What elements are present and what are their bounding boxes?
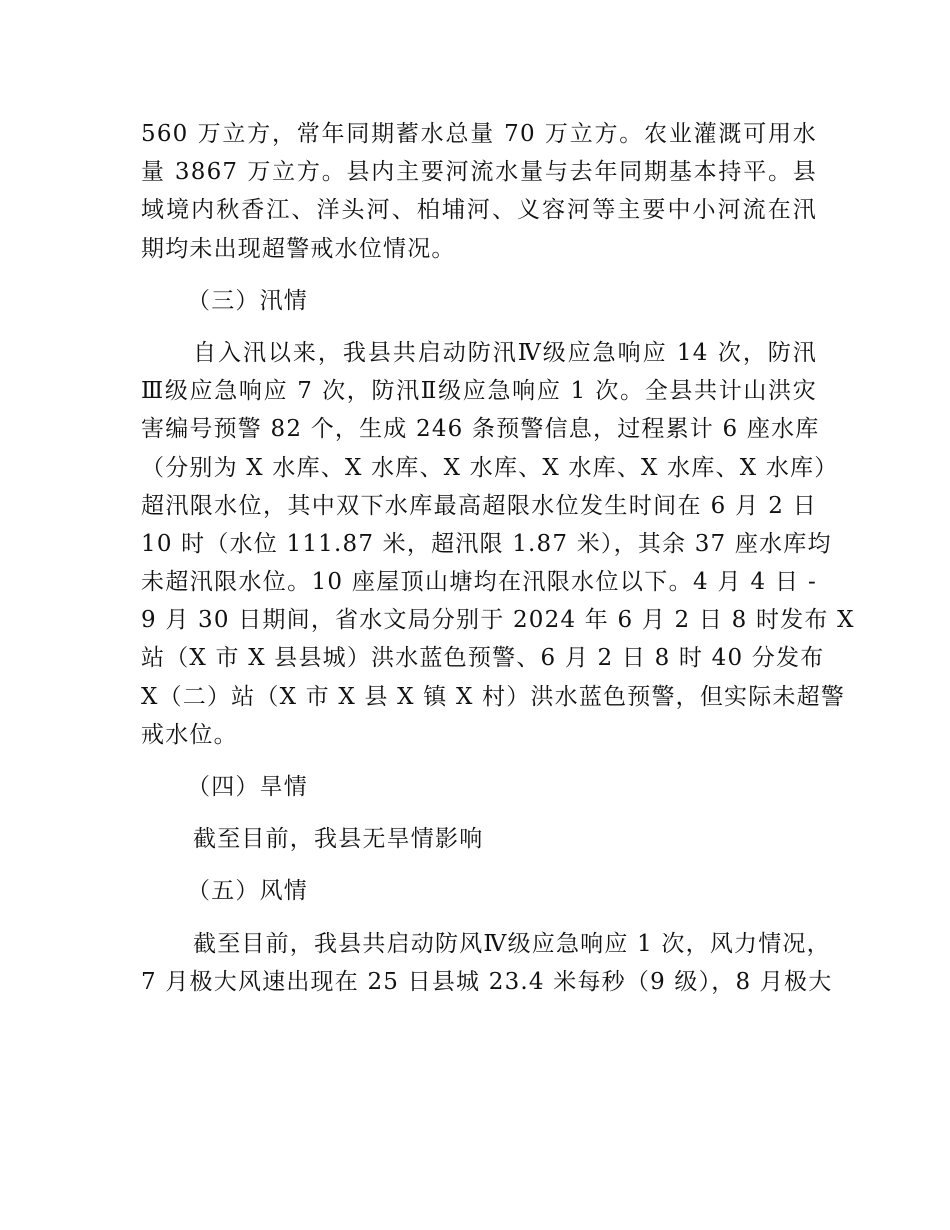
- paragraph-wind-situation: [141, 925, 833, 1001]
- text-line: 未超汛限水位。10 座屋顶山塘均在汛限水位以下。4 月 4 日 -: [141, 569, 817, 596]
- paragraph-water-storage: [141, 115, 817, 268]
- text-line: 量 3867 万立方。县内主要河流水量与去年同期基本持平。县: [141, 159, 817, 186]
- text-line: 期均未出现超警戒水位情况。: [141, 235, 456, 262]
- text-line: 域境内秋香江、洋头河、柏埔河、义容河等主要中小河流在汛: [141, 197, 817, 224]
- text-line: 戒水位。: [141, 721, 238, 748]
- document-body: [141, 115, 855, 1015]
- text-line: 超汛限水位，其中双下水库最高超限水位发生时间在 6 月 2 日: [141, 492, 817, 519]
- text-line: X（二）站（X 市 X 县 X 镇 X 村）洪水蓝色预警，但实际未超警: [141, 683, 846, 710]
- section-heading-flood: （三）汛情: [187, 287, 308, 314]
- text-line: （分别为 X 水库、X 水库、X 水库、X 水库、X 水库、X 水库）: [141, 454, 839, 481]
- text-line: 害编号预警 82 个，生成 246 条预警信息，过程累计 6 座水库: [141, 416, 820, 443]
- text-line: 截至目前，我县无旱情影响: [193, 826, 484, 853]
- paragraph-drought-situation: [141, 820, 817, 858]
- text-line: 560 万立方，常年同期蓄水总量 70 万立方。农业灌溉可用水: [141, 121, 817, 147]
- text-line: 10 时（水位 111.87 米，超汛限 1.87 米），其余 37 座水库均: [141, 530, 832, 557]
- section-heading-drought: （四）旱情: [187, 774, 308, 801]
- text-line: 截至目前，我县共启动防风Ⅳ级应急响应 1 次，风力情况，: [193, 930, 831, 957]
- paragraph-flood-situation: [141, 334, 855, 754]
- text-line: Ⅲ级应急响应 7 次，防汛Ⅱ级应急响应 1 次。全县共计山洪灾: [141, 378, 817, 405]
- section-heading-wind: （五）风情: [187, 878, 308, 905]
- text-line: 站（X 市 X 县县城）洪水蓝色预警、6 月 2 日 8 时 40 分发布: [141, 645, 825, 672]
- text-line: 自入汛以来，我县共启动防汛Ⅳ级应急响应 14 次，防汛: [193, 339, 817, 366]
- text-line: 9 月 30 日期间，省水文局分别于 2024 年 6 月 2 日 8 时发布 X: [141, 607, 855, 634]
- text-line: 7 月极大风速出现在 25 日县城 23.4 米每秒（9 级），8 月极大: [141, 968, 833, 995]
